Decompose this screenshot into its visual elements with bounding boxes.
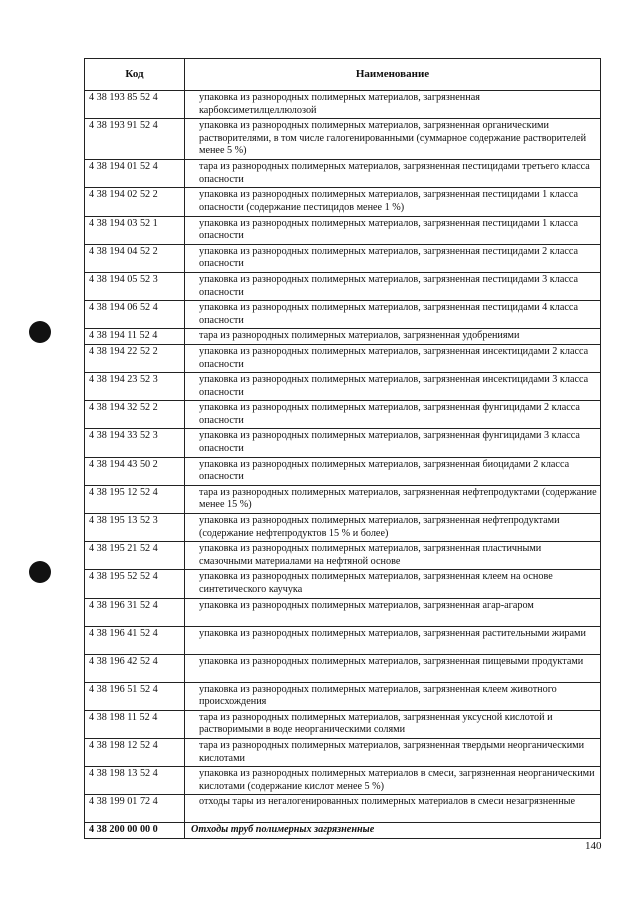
table-row xyxy=(85,373,601,401)
table-row xyxy=(85,188,601,216)
waste-name-cell: упаковка из разнородных полимерных материалов, загрязненная нефтепродуктами (содержание нефтепродуктов 15 % и более) xyxy=(185,514,601,542)
waste-code-cell: 4 38 194 23 52 3 xyxy=(85,373,185,401)
waste-name-cell: тара из разнородных полимерных материалов, загрязненная удобрениями xyxy=(185,329,601,345)
table-row xyxy=(85,710,601,738)
table-row xyxy=(85,160,601,188)
waste-name-cell: упаковка из разнородных полимерных материалов, загрязненная фунгицидами 3 класса опасности xyxy=(185,429,601,457)
table-row xyxy=(85,301,601,329)
table-row xyxy=(85,272,601,300)
waste-name-cell: упаковка из разнородных полимерных материалов, загрязненная пластичными смазочными материалами на нефтяной основе xyxy=(185,542,601,570)
waste-code-cell: 4 38 198 12 52 4 xyxy=(85,738,185,766)
table-row xyxy=(85,401,601,429)
waste-code-cell: 4 38 194 04 52 2 xyxy=(85,244,185,272)
waste-name-cell: упаковка из разнородных полимерных материалов, загрязненная фунгицидами 2 класса опасности xyxy=(185,401,601,429)
waste-name-cell: упаковка из разнородных полимерных материалов, загрязненная агар-агаром xyxy=(185,598,601,626)
waste-code-cell: 4 38 196 42 52 4 xyxy=(85,654,185,682)
waste-code-cell: 4 38 194 05 52 3 xyxy=(85,272,185,300)
waste-code-cell: 4 38 194 22 52 2 xyxy=(85,344,185,372)
waste-code-cell: 4 38 194 32 52 2 xyxy=(85,401,185,429)
waste-code-cell: 4 38 195 21 52 4 xyxy=(85,542,185,570)
waste-classification-table xyxy=(84,58,601,839)
waste-name-cell: упаковка из разнородных полимерных материалов, загрязненная пестицидами 3 класса опасности xyxy=(185,272,601,300)
binder-hole xyxy=(29,561,51,583)
waste-code-cell: 4 38 194 03 52 1 xyxy=(85,216,185,244)
table-row xyxy=(85,216,601,244)
waste-name-cell: тара из разнородных полимерных материалов, загрязненная уксусной кислотой и растворимыми в воде неорганическими солями xyxy=(185,710,601,738)
waste-name-cell: упаковка из разнородных полимерных материалов, загрязненная пестицидами 2 класса опасности xyxy=(185,244,601,272)
table-row xyxy=(85,329,601,345)
column-header-name: Наименование xyxy=(185,59,601,91)
waste-name-cell: упаковка из разнородных полимерных материалов, загрязненная органическими растворителями, в том числе галогенированными (суммарное содержание растворителей менее 5 %) xyxy=(185,119,601,160)
waste-code-cell: 4 38 200 00 00 0 xyxy=(85,823,185,839)
waste-code-cell: 4 38 194 01 52 4 xyxy=(85,160,185,188)
waste-code-cell: 4 38 198 11 52 4 xyxy=(85,710,185,738)
table-row xyxy=(85,795,601,823)
table-row xyxy=(85,767,601,795)
waste-code-cell: 4 38 194 43 50 2 xyxy=(85,457,185,485)
column-header-code: Код xyxy=(85,59,185,91)
waste-code-cell: 4 38 194 33 52 3 xyxy=(85,429,185,457)
table-row xyxy=(85,570,601,598)
waste-name-cell: Отходы труб полимерных загрязненные xyxy=(185,823,601,839)
waste-name-cell: упаковка из разнородных полимерных материалов, загрязненная инсектицидами 3 класса опасности xyxy=(185,373,601,401)
table-header-row xyxy=(85,59,601,91)
table-row xyxy=(85,91,601,119)
table-row xyxy=(85,823,601,839)
waste-code-cell: 4 38 196 51 52 4 xyxy=(85,682,185,710)
waste-name-cell: тара из разнородных полимерных материалов, загрязненная твердыми неорганическими кислотами xyxy=(185,738,601,766)
waste-name-cell: упаковка из разнородных полимерных материалов, загрязненная пищевыми продуктами xyxy=(185,654,601,682)
waste-code-cell: 4 38 196 41 52 4 xyxy=(85,626,185,654)
waste-code-cell: 4 38 198 13 52 4 xyxy=(85,767,185,795)
table-row xyxy=(85,738,601,766)
waste-code-cell: 4 38 195 52 52 4 xyxy=(85,570,185,598)
waste-code-cell: 4 38 193 85 52 4 xyxy=(85,91,185,119)
waste-name-cell: упаковка из разнородных полимерных материалов в смеси, загрязненная неорганическими кислотами (содержание кислот менее 5 %) xyxy=(185,767,601,795)
table-row xyxy=(85,119,601,160)
waste-code-cell: 4 38 195 12 52 4 xyxy=(85,485,185,513)
table-row xyxy=(85,598,601,626)
waste-name-cell: упаковка из разнородных полимерных материалов, загрязненная пестицидами 1 класса опасности (содержание пестицидов менее 1 %) xyxy=(185,188,601,216)
table-row xyxy=(85,542,601,570)
binder-hole xyxy=(29,321,51,343)
table-row xyxy=(85,654,601,682)
waste-name-cell: упаковка из разнородных полимерных материалов, загрязненная клеем на основе синтетического каучука xyxy=(185,570,601,598)
page-number: 140 xyxy=(585,840,602,852)
waste-code-cell: 4 38 196 31 52 4 xyxy=(85,598,185,626)
table-row xyxy=(85,682,601,710)
waste-name-cell: упаковка из разнородных полимерных материалов, загрязненная карбоксиметилцеллюлозой xyxy=(185,91,601,119)
waste-code-cell: 4 38 194 11 52 4 xyxy=(85,329,185,345)
waste-code-cell: 4 38 195 13 52 3 xyxy=(85,514,185,542)
waste-code-cell: 4 38 194 02 52 2 xyxy=(85,188,185,216)
waste-code-cell: 4 38 194 06 52 4 xyxy=(85,301,185,329)
table-body xyxy=(85,91,601,839)
waste-name-cell: упаковка из разнородных полимерных материалов, загрязненная растительными жирами xyxy=(185,626,601,654)
table-row xyxy=(85,344,601,372)
waste-name-cell: упаковка из разнородных полимерных материалов, загрязненная биоцидами 2 класса опасности xyxy=(185,457,601,485)
waste-name-cell: тара из разнородных полимерных материалов, загрязненная пестицидами третьего класса опасности xyxy=(185,160,601,188)
waste-code-cell: 4 38 193 91 52 4 xyxy=(85,119,185,160)
table-row xyxy=(85,626,601,654)
waste-name-cell: упаковка из разнородных полимерных материалов, загрязненная пестицидами 1 класса опасности xyxy=(185,216,601,244)
waste-name-cell: отходы тары из негалогенированных полимерных материалов в смеси незагрязненные xyxy=(185,795,601,823)
waste-code-cell: 4 38 199 01 72 4 xyxy=(85,795,185,823)
table-row xyxy=(85,457,601,485)
waste-name-cell: тара из разнородных полимерных материалов, загрязненная нефтепродуктами (содержание менее 15 %) xyxy=(185,485,601,513)
waste-name-cell: упаковка из разнородных полимерных материалов, загрязненная пестицидами 4 класса опасности xyxy=(185,301,601,329)
table-row xyxy=(85,244,601,272)
table-row xyxy=(85,429,601,457)
table-row xyxy=(85,514,601,542)
waste-name-cell: упаковка из разнородных полимерных материалов, загрязненная клеем животного происхождения xyxy=(185,682,601,710)
waste-name-cell: упаковка из разнородных полимерных материалов, загрязненная инсектицидами 2 класса опасности xyxy=(185,344,601,372)
table-row xyxy=(85,485,601,513)
